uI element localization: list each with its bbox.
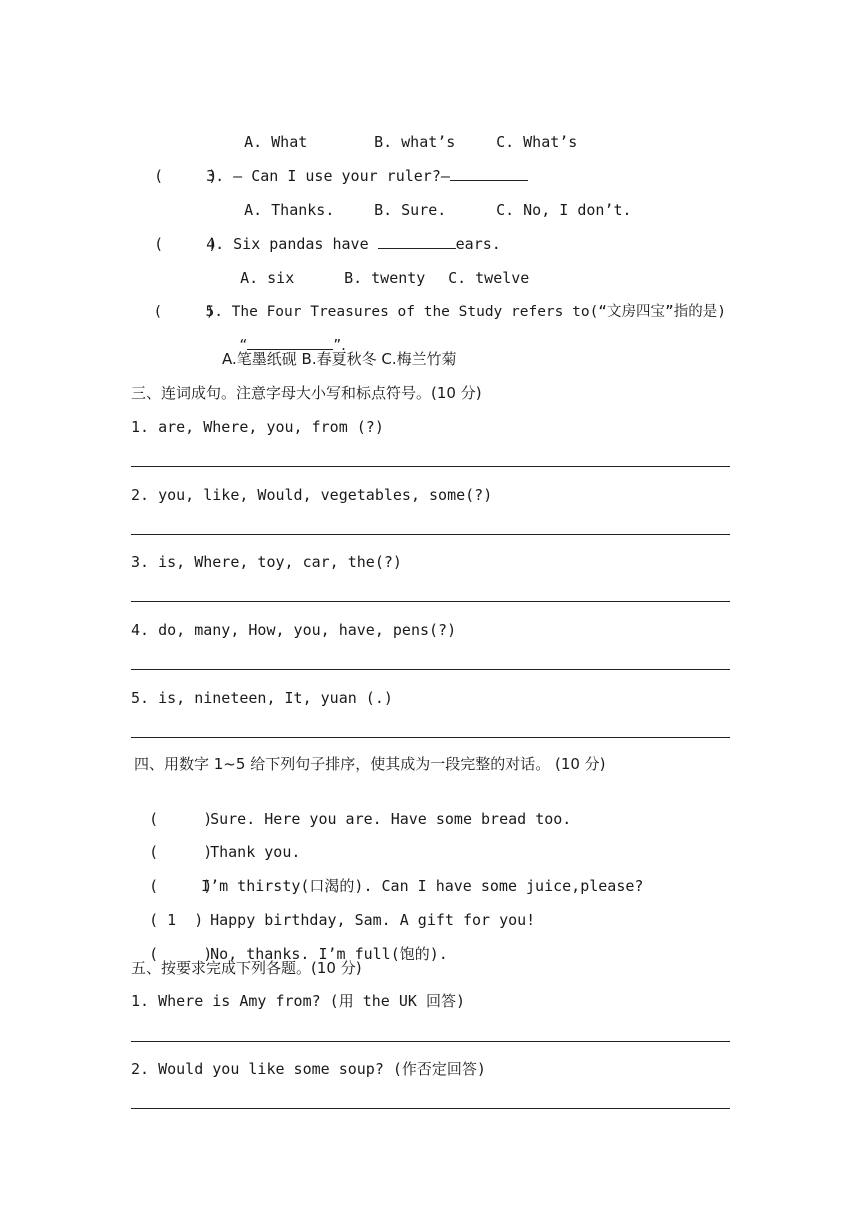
dialogue-text: No, thanks. I’m full(饱的). bbox=[201, 945, 448, 963]
option-a: A. six bbox=[240, 269, 295, 287]
answer-blank[interactable] bbox=[247, 335, 333, 350]
order-paren[interactable]: ( 1 ) bbox=[149, 911, 204, 929]
answer-line-3[interactable] bbox=[131, 601, 730, 602]
dialogue-text: Happy birthday, Sam. A gift for you! bbox=[201, 911, 536, 929]
option-a: A. Thanks. bbox=[244, 201, 335, 219]
close-quote: ”. bbox=[333, 336, 346, 354]
part3-item-5: 5. is, nineteen, It, yuan (.) bbox=[131, 689, 393, 707]
answer-line-5[interactable] bbox=[131, 737, 730, 738]
part3-item-4: 4. do, many, How, you, have, pens(?) bbox=[131, 621, 457, 639]
option-c: C. No, I don’t. bbox=[496, 201, 632, 219]
answer-blank[interactable] bbox=[450, 166, 528, 181]
part5-answer-line-2[interactable] bbox=[131, 1108, 730, 1109]
open-quote: “ bbox=[239, 336, 248, 354]
part3-item-3: 3. is, Where, toy, car, the(?) bbox=[131, 553, 402, 571]
question-text-end: ears. bbox=[455, 235, 501, 253]
part3-heading: 三、连词成句。注意字母大小写和标点符号。(10 分) bbox=[131, 384, 482, 402]
option-c: C. twelve bbox=[448, 269, 530, 287]
question-text: 4. Six pandas have bbox=[206, 235, 378, 253]
question-text: 5. The Four Treasures of the Study refers to(“文房四宝”指的是) bbox=[205, 304, 726, 320]
answer-line-1[interactable] bbox=[131, 466, 730, 467]
option-b: B. twenty bbox=[344, 269, 426, 287]
dialogue-text: I’m thirsty(口渴的). Can I have some juice,please? bbox=[201, 877, 644, 895]
answer-paren[interactable]: ( ) bbox=[154, 167, 218, 185]
answer-paren[interactable]: ( ) bbox=[153, 304, 215, 320]
part4-heading: 四、用数字 1~5 给下列句子排序，使其成为一段完整的对话。 (10 分) bbox=[134, 755, 606, 773]
option-b: B. Sure. bbox=[374, 201, 447, 219]
part5-answer-line-1[interactable] bbox=[131, 1041, 730, 1042]
dialogue-text: Thank you. bbox=[201, 843, 301, 861]
answer-line-2[interactable] bbox=[131, 534, 730, 535]
order-paren[interactable]: ( ) bbox=[149, 843, 213, 861]
order-paren[interactable]: ( ) bbox=[149, 877, 213, 895]
part5-item-1: 1. Where is Amy from? (用 the UK 回答) bbox=[131, 992, 465, 1010]
part3-item-2: 2. you, like, Would, vegetables, some(?) bbox=[131, 486, 493, 504]
option-c: C. What’s bbox=[496, 133, 578, 151]
answer-blank[interactable] bbox=[378, 234, 456, 249]
part5-heading: 五、按要求完成下列各题。(10 分) bbox=[131, 959, 362, 977]
order-paren[interactable]: ( ) bbox=[149, 810, 213, 828]
question-5 bbox=[136, 282, 726, 322]
part3-item-1: 1. are, Where, you, from (?) bbox=[131, 418, 384, 436]
option-b: B. what’s bbox=[374, 133, 456, 151]
order-paren[interactable]: ( ) bbox=[149, 945, 213, 963]
answer-line-4[interactable] bbox=[131, 669, 730, 670]
part5-item-2: 2. Would you like some soup? (作否定回答) bbox=[131, 1060, 486, 1078]
answer-paren[interactable]: ( ) bbox=[154, 235, 218, 253]
dialogue-text: Sure. Here you are. Have some bread too. bbox=[201, 810, 572, 828]
option-a: A. What bbox=[244, 133, 308, 151]
item5-options: A.笔墨纸砚 B.春夏秋冬 C.梅兰竹菊 bbox=[222, 350, 457, 368]
question-text: 3. — Can I use your ruler?— bbox=[206, 167, 450, 185]
